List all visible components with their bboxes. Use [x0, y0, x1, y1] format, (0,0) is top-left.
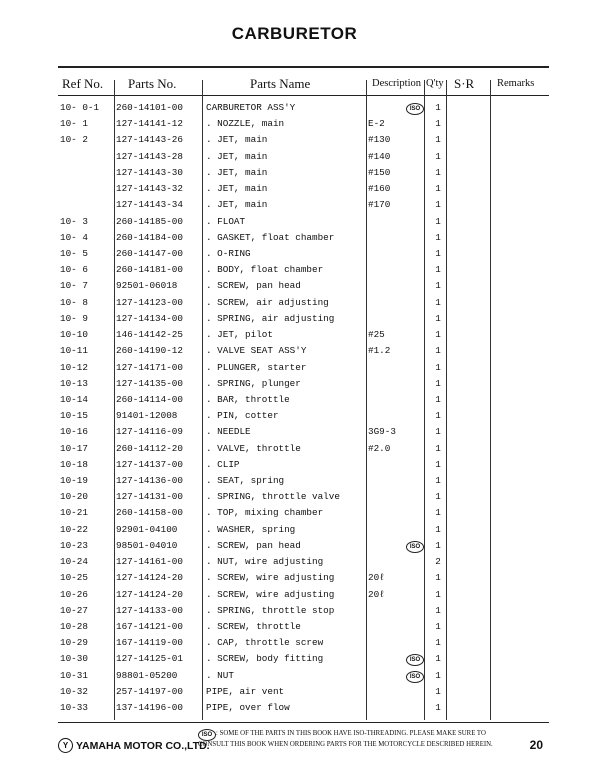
ref-no-cell: 10-11 — [60, 345, 88, 357]
qty-cell: 1 — [435, 653, 441, 665]
parts-name-cell: PIPE, over flow — [206, 702, 290, 714]
qty-cell: 1 — [435, 247, 441, 259]
parts-no-cell: 127-14143-26 — [116, 134, 183, 146]
qty-cell: 1 — [435, 166, 441, 178]
parts-name-cell: . SCREW, wire adjusting — [206, 572, 335, 584]
parts-name-cell: CARBURETOR ASS'Y — [206, 102, 296, 113]
parts-no-cell: 98501-04010 — [116, 539, 178, 551]
parts-no-cell: 127-14133-00 — [116, 604, 183, 616]
qty-cell: 1 — [435, 475, 441, 487]
description-cell: E-2 — [368, 118, 385, 130]
table-row — [58, 489, 549, 505]
ref-no-cell: 10-10 — [60, 329, 88, 341]
description-cell: #2.0 — [368, 442, 391, 454]
ref-no-cell: 10- 0-1 — [60, 102, 100, 113]
header-parts-name: Parts Name — [250, 76, 311, 91]
header-bottom-rule — [58, 95, 549, 96]
ref-no-cell: 10-32 — [60, 685, 88, 697]
qty-cell: 1 — [435, 491, 441, 503]
header-remarks: Remarks — [497, 78, 535, 89]
iso-mark-icon: ISO — [406, 671, 424, 683]
parts-name-cell: . VALVE, throttle — [206, 442, 301, 454]
description-cell: #140 — [368, 150, 391, 162]
table-row — [58, 230, 549, 246]
parts-name-cell: . SCREW, wire adjusting — [206, 588, 335, 600]
description-cell: #1.2 — [368, 345, 391, 357]
ref-no-cell: 10-24 — [60, 556, 88, 568]
parts-name-cell: . SPRING, throttle stop — [206, 604, 335, 616]
table-row — [58, 457, 549, 473]
qty-cell: 1 — [435, 102, 441, 113]
ref-no-cell: 10-20 — [60, 491, 88, 503]
ref-no-cell: 10- 5 — [60, 247, 88, 259]
table-row — [58, 619, 549, 635]
parts-no-cell: 146-14142-25 — [116, 329, 183, 341]
ref-no-cell: 10- 1 — [60, 118, 88, 130]
qty-cell: 1 — [435, 637, 441, 649]
parts-name-cell: . JET, main — [206, 183, 268, 195]
qty-cell: 1 — [435, 458, 441, 470]
ref-no-cell: 10-22 — [60, 523, 88, 535]
parts-no-cell: 127-14135-00 — [116, 377, 183, 389]
table-row — [58, 100, 549, 116]
table-row — [58, 116, 549, 132]
ref-no-cell: 10-13 — [60, 377, 88, 389]
ref-no-cell: 10-26 — [60, 588, 88, 600]
iso-note-line-1: : SOME OF THE PARTS IN THIS BOOK HAVE ISO-THREADING. PLEASE MAKE SURE TO — [216, 730, 486, 737]
parts-name-cell: . NEEDLE — [206, 426, 251, 438]
parts-name-cell: . JET, main — [206, 150, 268, 162]
page-number: 20 — [529, 738, 543, 752]
parts-no-cell: 127-14137-00 — [116, 458, 183, 470]
table-row — [58, 651, 549, 667]
qty-cell: 1 — [435, 604, 441, 616]
parts-name-cell: . SPRING, air adjusting — [206, 312, 335, 324]
table-row — [58, 246, 549, 262]
table-row — [58, 441, 549, 457]
iso-mark-icon: ISO — [406, 654, 424, 666]
iso-mark-icon: ISO — [406, 541, 424, 553]
header-ref-no: Ref No. — [62, 76, 104, 91]
ref-no-cell: 10-25 — [60, 572, 88, 584]
qty-cell: 1 — [435, 410, 441, 422]
qty-cell: 1 — [435, 312, 441, 324]
table-row — [58, 295, 549, 311]
table-row — [58, 635, 549, 651]
parts-no-cell: 91401-12008 — [116, 410, 178, 422]
parts-no-cell: 127-14136-00 — [116, 475, 183, 487]
ref-no-cell: 10- 6 — [60, 264, 88, 276]
parts-no-cell: 127-14116-09 — [116, 426, 183, 438]
iso-mark-icon: ISO — [406, 103, 424, 115]
description-cell: 3G9-3 — [368, 426, 396, 438]
parts-name-cell: . SCREW, pan head — [206, 280, 301, 292]
table-row — [58, 587, 549, 603]
parts-no-cell: 260-14101-00 — [116, 102, 183, 113]
ref-no-cell: 10-29 — [60, 637, 88, 649]
parts-name-cell: . SPRING, plunger — [206, 377, 301, 389]
table-row — [58, 343, 549, 359]
qty-cell: 1 — [435, 264, 441, 276]
ref-no-cell: 10-31 — [60, 669, 88, 681]
table-row — [58, 603, 549, 619]
description-cell: #170 — [368, 199, 391, 211]
footer-rule — [58, 722, 549, 723]
qty-cell: 1 — [435, 361, 441, 373]
parts-no-cell: 260-14112-20 — [116, 442, 183, 454]
table-row — [58, 554, 549, 570]
table-row — [58, 473, 549, 489]
parts-no-cell: 127-14123-00 — [116, 296, 183, 308]
description-cell: #130 — [368, 134, 391, 146]
parts-name-cell: . JET, pilot — [206, 329, 273, 341]
parts-no-cell: 127-14161-00 — [116, 556, 183, 568]
qty-cell: 1 — [435, 426, 441, 438]
page-title: CARBURETOR — [231, 24, 358, 43]
parts-name-cell: . FLOAT — [206, 215, 246, 227]
ref-no-cell: 10-17 — [60, 442, 88, 454]
parts-no-cell: 260-14184-00 — [116, 231, 183, 243]
parts-name-cell: . NOZZLE, main — [206, 118, 285, 130]
qty-cell: 1 — [435, 588, 441, 600]
parts-table — [58, 100, 549, 716]
parts-no-cell: 137-14196-00 — [116, 702, 183, 714]
parts-no-cell: 127-14124-20 — [116, 588, 183, 600]
parts-no-cell: 260-14114-00 — [116, 393, 183, 405]
qty-cell: 1 — [435, 442, 441, 454]
table-row — [58, 505, 549, 521]
ref-no-cell: 10-33 — [60, 702, 88, 714]
parts-no-cell: 127-14171-00 — [116, 361, 183, 373]
header-description: Description — [372, 78, 421, 89]
parts-name-cell: . NUT, wire adjusting — [206, 556, 324, 568]
parts-no-cell: 260-14190-12 — [116, 345, 183, 357]
ref-no-cell: 10- 4 — [60, 231, 88, 243]
qty-cell: 1 — [435, 118, 441, 130]
table-row — [58, 538, 549, 554]
parts-name-cell: . BODY, float chamber — [206, 264, 324, 276]
table-row — [58, 327, 549, 343]
ref-no-cell: 10- 7 — [60, 280, 88, 292]
table-row — [58, 132, 549, 148]
brand-name: YAMAHA MOTOR CO.,LTD. — [76, 739, 210, 752]
qty-cell: 1 — [435, 377, 441, 389]
parts-no-cell: 127-14125-01 — [116, 653, 183, 665]
parts-name-cell: . NUT — [206, 669, 234, 681]
qty-cell: 1 — [435, 345, 441, 357]
qty-cell: 1 — [435, 134, 441, 146]
table-row — [58, 262, 549, 278]
parts-no-cell: 260-14158-00 — [116, 507, 183, 519]
header-qty: Q'ty — [426, 78, 444, 89]
iso-mark-icon: ISO — [198, 729, 216, 741]
parts-no-cell: 98801-05200 — [116, 669, 178, 681]
description-cell: 20ℓ — [368, 588, 385, 600]
ref-no-cell: 10-14 — [60, 393, 88, 405]
qty-cell: 1 — [435, 296, 441, 308]
parts-no-cell: 127-14143-28 — [116, 150, 183, 162]
ref-no-cell: 10-16 — [60, 426, 88, 438]
parts-no-cell: 167-14121-00 — [116, 621, 183, 632]
qty-cell: 1 — [435, 393, 441, 405]
table-row — [58, 522, 549, 538]
parts-name-cell: . PLUNGER, starter — [206, 361, 307, 373]
parts-name-cell: . SCREW, pan head — [206, 539, 301, 551]
table-row — [58, 311, 549, 327]
parts-no-cell: 260-14185-00 — [116, 215, 183, 227]
qty-cell: 1 — [435, 183, 441, 195]
table-row — [58, 214, 549, 230]
parts-name-cell: . O-RING — [206, 247, 251, 259]
table-row — [58, 408, 549, 424]
parts-name-cell: PIPE, air vent — [206, 685, 285, 697]
parts-name-cell: . BAR, throttle — [206, 393, 290, 405]
parts-no-cell: 127-14124-20 — [116, 572, 183, 584]
parts-no-cell: 127-14131-00 — [116, 491, 183, 503]
qty-cell: 1 — [435, 669, 441, 681]
qty-cell: 1 — [435, 150, 441, 162]
qty-cell: 1 — [435, 621, 441, 632]
qty-cell: 1 — [435, 539, 441, 551]
table-row — [58, 376, 549, 392]
parts-no-cell: 257-14197-00 — [116, 685, 183, 697]
table-row — [58, 197, 549, 213]
qty-cell: 1 — [435, 685, 441, 697]
description-cell: 20ℓ — [368, 572, 385, 584]
parts-no-cell: 92901-04100 — [116, 523, 178, 535]
ref-no-cell: 10-23 — [60, 539, 88, 551]
ref-no-cell: 10-19 — [60, 475, 88, 487]
table-row — [58, 360, 549, 376]
ref-no-cell: 10-28 — [60, 621, 88, 632]
header-parts-no: Parts No. — [128, 76, 177, 91]
table-row — [58, 165, 549, 181]
description-cell: #160 — [368, 183, 391, 195]
ref-no-cell: 10- 2 — [60, 134, 88, 146]
parts-name-cell: . TOP, mixing chamber — [206, 507, 324, 519]
ref-no-cell: 10- 3 — [60, 215, 88, 227]
iso-note-line-2: CONSULT THIS BOOK WHEN ORDERING PARTS FOR THE MOTORCYCLE DESCRIBED HEREIN. — [198, 741, 493, 748]
parts-no-cell: 127-14143-34 — [116, 199, 183, 211]
parts-name-cell: . JET, main — [206, 134, 268, 146]
parts-no-cell: 127-14143-32 — [116, 183, 183, 195]
table-row — [58, 684, 549, 700]
qty-cell: 1 — [435, 329, 441, 341]
ref-no-cell: 10-30 — [60, 653, 88, 665]
parts-name-cell: . SCREW, air adjusting — [206, 296, 329, 308]
parts-name-cell: . SCREW, body fitting — [206, 653, 324, 665]
qty-cell: 1 — [435, 199, 441, 211]
ref-no-cell: 10-21 — [60, 507, 88, 519]
header-top-rule — [58, 66, 549, 68]
table-row — [58, 570, 549, 586]
tuning-fork-logo-icon: Y — [58, 738, 73, 753]
qty-cell: 1 — [435, 523, 441, 535]
table-row — [58, 392, 549, 408]
table-row — [58, 149, 549, 165]
header-sr: S·R — [454, 76, 475, 91]
parts-no-cell: 167-14119-00 — [116, 637, 183, 649]
table-row — [58, 181, 549, 197]
parts-no-cell: 260-14147-00 — [116, 247, 183, 259]
qty-cell: 1 — [435, 702, 441, 714]
qty-cell: 1 — [435, 507, 441, 519]
parts-name-cell: . CAP, throttle screw — [206, 637, 324, 649]
table-row — [58, 278, 549, 294]
ref-no-cell: 10-12 — [60, 361, 88, 373]
table-row — [58, 668, 549, 684]
parts-no-cell: 127-14143-30 — [116, 166, 183, 178]
ref-no-cell: 10-15 — [60, 410, 88, 422]
ref-no-cell: 10-18 — [60, 458, 88, 470]
parts-name-cell: . CLIP — [206, 458, 240, 470]
parts-name-cell: . SPRING, throttle valve — [206, 491, 340, 503]
parts-no-cell: 260-14181-00 — [116, 264, 183, 276]
parts-no-cell: 92501-06018 — [116, 280, 178, 292]
parts-name-cell: . JET, main — [206, 166, 268, 178]
qty-cell: 1 — [435, 231, 441, 243]
description-cell: #150 — [368, 166, 391, 178]
qty-cell: 1 — [435, 280, 441, 292]
table-row — [58, 424, 549, 440]
qty-cell: 1 — [435, 215, 441, 227]
parts-name-cell: . PIN, cotter — [206, 410, 279, 422]
parts-no-cell: 127-14141-12 — [116, 118, 183, 130]
parts-name-cell: . WASHER, spring — [206, 523, 296, 535]
parts-name-cell: . SEAT, spring — [206, 475, 285, 487]
parts-name-cell: . JET, main — [206, 199, 268, 211]
parts-name-cell: . SCREW, throttle — [206, 621, 301, 632]
ref-no-cell: 10- 8 — [60, 296, 88, 308]
parts-name-cell: . GASKET, float chamber — [206, 231, 335, 243]
description-cell: #25 — [368, 329, 385, 341]
parts-no-cell: 127-14134-00 — [116, 312, 183, 324]
ref-no-cell: 10- 9 — [60, 312, 88, 324]
qty-cell: 2 — [435, 556, 441, 568]
yamaha-logo — [58, 738, 210, 753]
qty-cell: 1 — [435, 572, 441, 584]
parts-name-cell: . VALVE SEAT ASS'Y — [206, 345, 307, 357]
table-row — [58, 700, 549, 716]
ref-no-cell: 10-27 — [60, 604, 88, 616]
